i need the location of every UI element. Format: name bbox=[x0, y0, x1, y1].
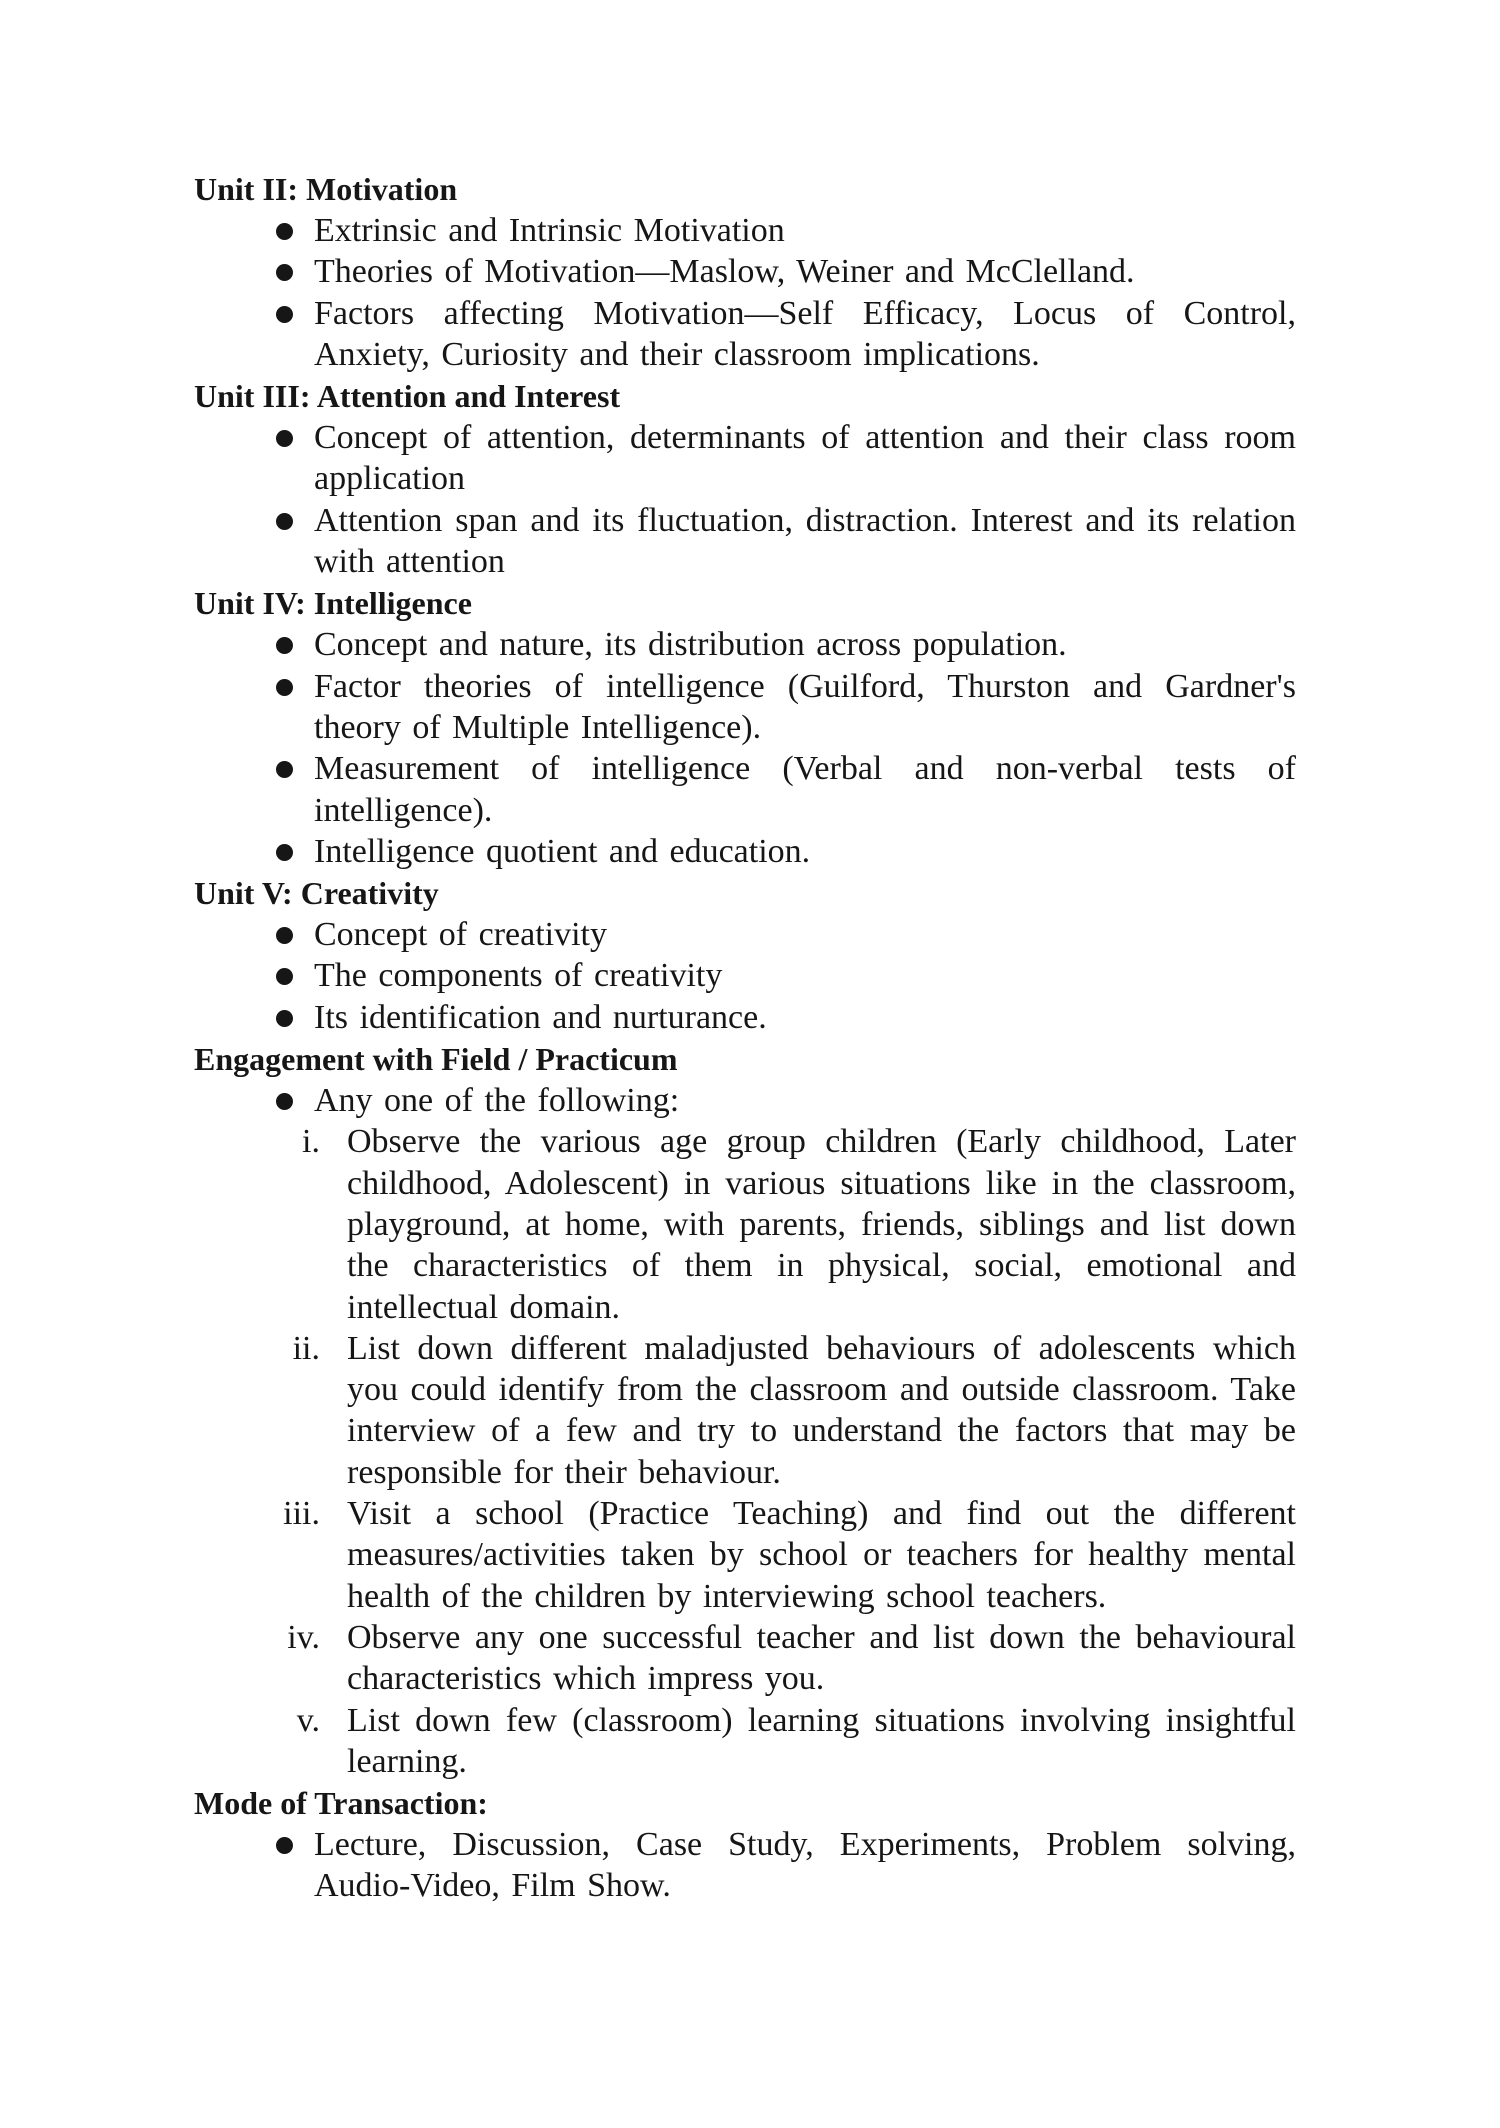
section-heading: Mode of Transaction: bbox=[194, 1785, 488, 1822]
list-item-text: Factors affecting Motivation—Self Efficacy, Locus of Control, Anxiety, Curiosity and their classroom implications. bbox=[314, 294, 1296, 373]
section-heading: Unit IV: Intelligence bbox=[194, 585, 472, 622]
list-item-text: Intelligence quotient and education. bbox=[314, 832, 811, 870]
list-item bbox=[194, 293, 1296, 376]
section-heading: Unit II: Motivation bbox=[194, 171, 458, 207]
list-item-text: Concept and nature, its distribution across population. bbox=[314, 626, 1067, 664]
list-item-text: Extrinsic and Intrinsic Motivation bbox=[314, 212, 785, 249]
numbered-item-text: Visit a school (Practice Teaching) and find out the different measures/activities taken by school or teachers for healthy mental health of the children by interviewing school teachers. bbox=[347, 1495, 1296, 1615]
list-item-text: Concept of creativity bbox=[314, 916, 608, 954]
bullet-list bbox=[194, 1080, 1296, 1121]
bullet-icon bbox=[276, 223, 293, 240]
bullet-list bbox=[194, 417, 1296, 582]
list-item-text: The components of creativity bbox=[314, 957, 723, 995]
bullet-icon bbox=[276, 306, 293, 323]
numbered-item-text: Observe any one successful teacher and list down the behavioural characteristics which impress you. bbox=[347, 1618, 1296, 1698]
numbered-item bbox=[194, 1328, 1296, 1493]
list-item-text: Theories of Motivation—Maslow, Weiner and McClelland. bbox=[314, 253, 1135, 291]
bullet-icon bbox=[276, 264, 293, 281]
bullet-icon bbox=[276, 679, 293, 696]
list-item bbox=[194, 251, 1296, 292]
bullet-icon bbox=[276, 513, 293, 530]
roman-numeral: v. bbox=[296, 1701, 320, 1739]
document-page bbox=[194, 168, 1296, 1907]
section-unit-5 bbox=[194, 872, 1296, 1038]
list-item-text: Measurement of intelligence (Verbal and non-verbal tests of intelligence). bbox=[314, 750, 1296, 829]
list-item bbox=[194, 831, 1296, 872]
list-item bbox=[194, 997, 1296, 1038]
numbered-item-text: List down different maladjusted behaviours of adolescents which you could identify from the classroom and outside classroom. Take interview of a few and try to understand the factors that may be responsible for their behaviour. bbox=[347, 1329, 1296, 1491]
list-item bbox=[194, 417, 1296, 500]
roman-numeral: iv. bbox=[287, 1618, 320, 1656]
roman-numeral: ii. bbox=[292, 1329, 320, 1367]
list-item-text: Lecture, Discussion, Case Study, Experiments, Problem solving, Audio-Video, Film Show. bbox=[314, 1826, 1296, 1905]
section-heading: Engagement with Field / Practicum bbox=[194, 1041, 678, 1078]
bullet-icon bbox=[276, 844, 293, 861]
section-unit-2 bbox=[194, 168, 1296, 375]
list-item-text: Concept of attention, determinants of attention and their class room application bbox=[314, 419, 1296, 498]
list-item bbox=[194, 1080, 1296, 1121]
list-item-text: Its identification and nurturance. bbox=[314, 998, 767, 1036]
list-item bbox=[194, 666, 1296, 749]
list-item bbox=[194, 500, 1296, 583]
bullet-icon bbox=[276, 761, 293, 778]
numbered-item-text: List down few (classroom) learning situations involving insightful learning. bbox=[347, 1701, 1296, 1780]
bullet-icon bbox=[276, 927, 293, 944]
section-mode-of-transaction bbox=[194, 1782, 1296, 1907]
bullet-icon bbox=[276, 637, 293, 654]
bullet-list bbox=[194, 210, 1296, 375]
bullet-list bbox=[194, 624, 1296, 872]
section-heading: Unit V: Creativity bbox=[194, 875, 439, 912]
list-item bbox=[194, 624, 1296, 665]
bullet-icon bbox=[276, 430, 293, 447]
numbered-item bbox=[194, 1121, 1296, 1327]
roman-numeral: iii. bbox=[283, 1495, 320, 1533]
numbered-item bbox=[194, 1617, 1296, 1700]
section-unit-3 bbox=[194, 375, 1296, 582]
list-item-text: Any one of the following: bbox=[314, 1082, 680, 1120]
list-item bbox=[194, 955, 1296, 996]
roman-numeral: i. bbox=[302, 1123, 320, 1161]
list-item bbox=[194, 914, 1296, 955]
bullet-icon bbox=[276, 1010, 293, 1027]
list-item bbox=[194, 748, 1296, 831]
section-practicum bbox=[194, 1038, 1296, 1782]
bullet-icon bbox=[276, 968, 293, 985]
list-item bbox=[194, 210, 1296, 251]
numbered-list bbox=[194, 1121, 1296, 1782]
list-item-text: Attention span and its fluctuation, distraction. Interest and its relation with attention bbox=[314, 501, 1296, 581]
bullet-icon bbox=[276, 1837, 293, 1854]
numbered-item-text: Observe the various age group children (Early childhood, Later childhood, Adolescent) in various situations like in the classroom, playground, at home, with parents, friends, siblings and list down the characteristics of them in physical, social, emotional and intellectual domain. bbox=[347, 1123, 1296, 1326]
numbered-item bbox=[194, 1493, 1296, 1617]
bullet-icon bbox=[276, 1093, 293, 1110]
numbered-item bbox=[194, 1700, 1296, 1783]
section-unit-4 bbox=[194, 582, 1296, 872]
bullet-list bbox=[194, 914, 1296, 1038]
section-heading: Unit III: Attention and Interest bbox=[194, 378, 621, 415]
list-item-text: Factor theories of intelligence (Guilford, Thurston and Gardner's theory of Multiple Intelligence). bbox=[314, 667, 1296, 746]
bullet-list bbox=[194, 1824, 1296, 1907]
list-item bbox=[194, 1824, 1296, 1907]
